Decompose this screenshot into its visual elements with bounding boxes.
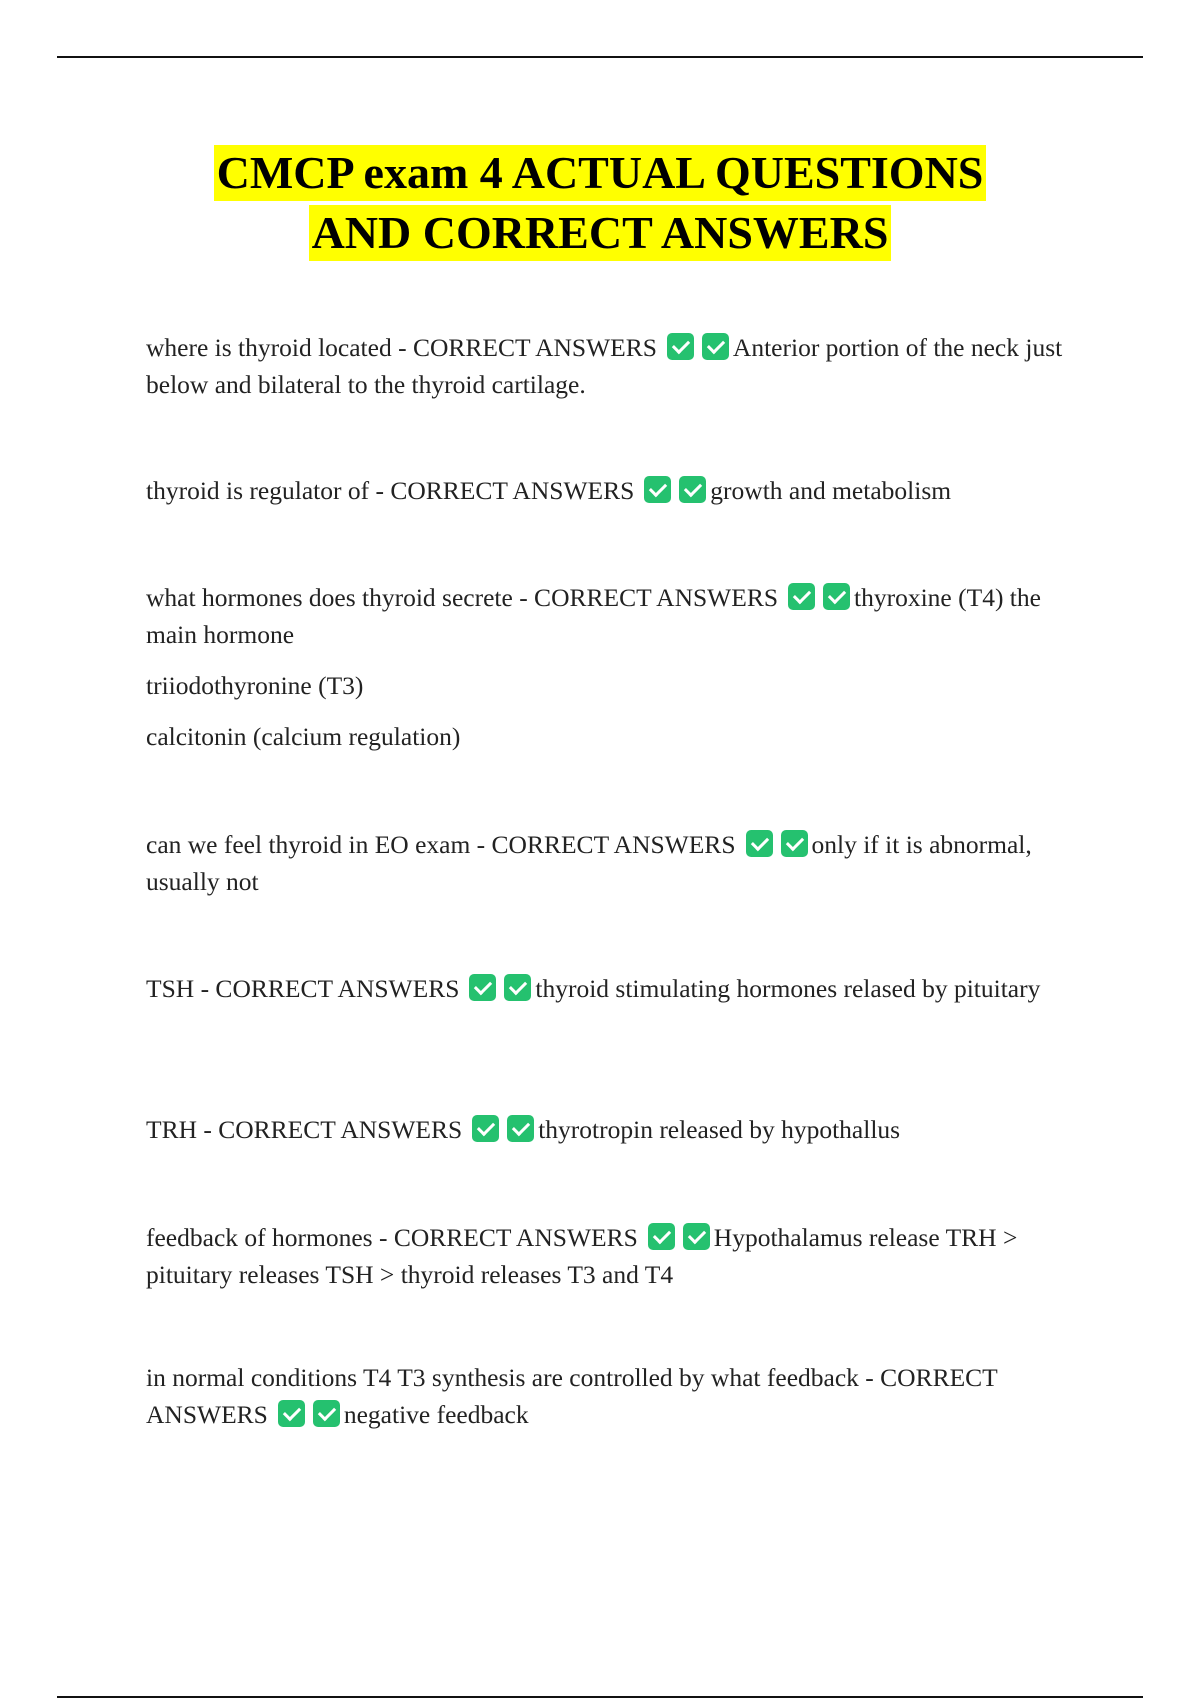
qa-item-3	[146, 579, 1066, 755]
answer-text: thyroxine (T4) the main hormone	[146, 583, 1041, 649]
answer-separator: - CORRECT ANSWERS	[391, 333, 657, 362]
top-rule	[57, 56, 1143, 58]
qa-item-5	[146, 970, 1066, 1007]
check-mark-icon	[472, 1115, 499, 1142]
check-mark-icon	[788, 583, 815, 610]
qa-item-6	[146, 1111, 1066, 1148]
answer-separator: - CORRECT ANSWERS	[197, 1115, 463, 1144]
answer-separator: - CORRECT ANSWERS	[470, 830, 736, 859]
check-mark-icon	[702, 333, 729, 360]
question-text: in normal conditions T4 T3 synthesis are controlled by what feedback	[146, 1363, 859, 1392]
answer-text: thyroid stimulating hormones relased by pituitary	[535, 974, 1041, 1003]
answer-separator: - CORRECT ANSWERS	[512, 583, 779, 612]
qa-item-4	[146, 826, 1066, 900]
check-mark-icon	[507, 1115, 534, 1142]
question-text: TSH	[146, 974, 195, 1003]
answer-text: growth and metabolism	[710, 476, 952, 505]
answer-text: thyrotropin released by hypothallus	[538, 1115, 901, 1144]
check-mark-icon	[469, 974, 496, 1001]
check-mark-icon	[679, 476, 706, 503]
check-mark-icon	[746, 830, 773, 857]
question-text: feedback of hormones	[146, 1223, 373, 1252]
check-mark-icon	[648, 1223, 675, 1250]
answer-text: Hypothalamus release TRH > pituitary releases TSH > thyroid releases T3 and T4	[146, 1223, 1018, 1289]
check-mark-icon	[781, 830, 808, 857]
check-mark-icon	[313, 1400, 340, 1427]
qa-item-7	[146, 1219, 1066, 1293]
answer-separator: - CORRECT ANSWERS	[372, 1223, 638, 1252]
answer-extra-line: triiodothyronine (T3)	[146, 671, 364, 700]
answer-text: only if it is abnormal, usually not	[146, 830, 1032, 896]
check-mark-icon	[504, 974, 531, 1001]
answer-extra-line: calcitonin (calcium regulation)	[146, 722, 461, 751]
check-mark-icon	[667, 333, 694, 360]
answer-text: Anterior portion of the neck just below and bilateral to the thyroid cartilage.	[146, 333, 1063, 399]
check-mark-icon	[823, 583, 850, 610]
question-text: what hormones does thyroid secrete	[146, 583, 513, 612]
answer-separator: - CORRECT ANSWERS	[194, 974, 460, 1003]
document-title	[0, 143, 1200, 263]
qa-item-8	[146, 1359, 1066, 1433]
qa-item-1	[146, 329, 1066, 403]
title-line-1: CMCP exam 4 ACTUAL QUESTIONS	[214, 145, 987, 201]
question-text: can we feel thyroid in EO exam	[146, 830, 471, 859]
answer-separator: - CORRECT ANSWERS	[369, 476, 635, 505]
check-mark-icon	[683, 1223, 710, 1250]
question-text: where is thyroid located	[146, 333, 392, 362]
answer-text: negative feedback	[343, 1400, 529, 1429]
answer-separator: - CORRECT ANSWERS	[146, 1363, 998, 1429]
check-mark-icon	[644, 476, 671, 503]
check-mark-icon	[278, 1400, 305, 1427]
qa-item-2	[146, 472, 1066, 509]
title-line-2: AND CORRECT ANSWERS	[309, 205, 892, 261]
question-text: thyroid is regulator of	[146, 476, 370, 505]
question-text: TRH	[146, 1115, 197, 1144]
bottom-rule	[57, 1696, 1143, 1698]
